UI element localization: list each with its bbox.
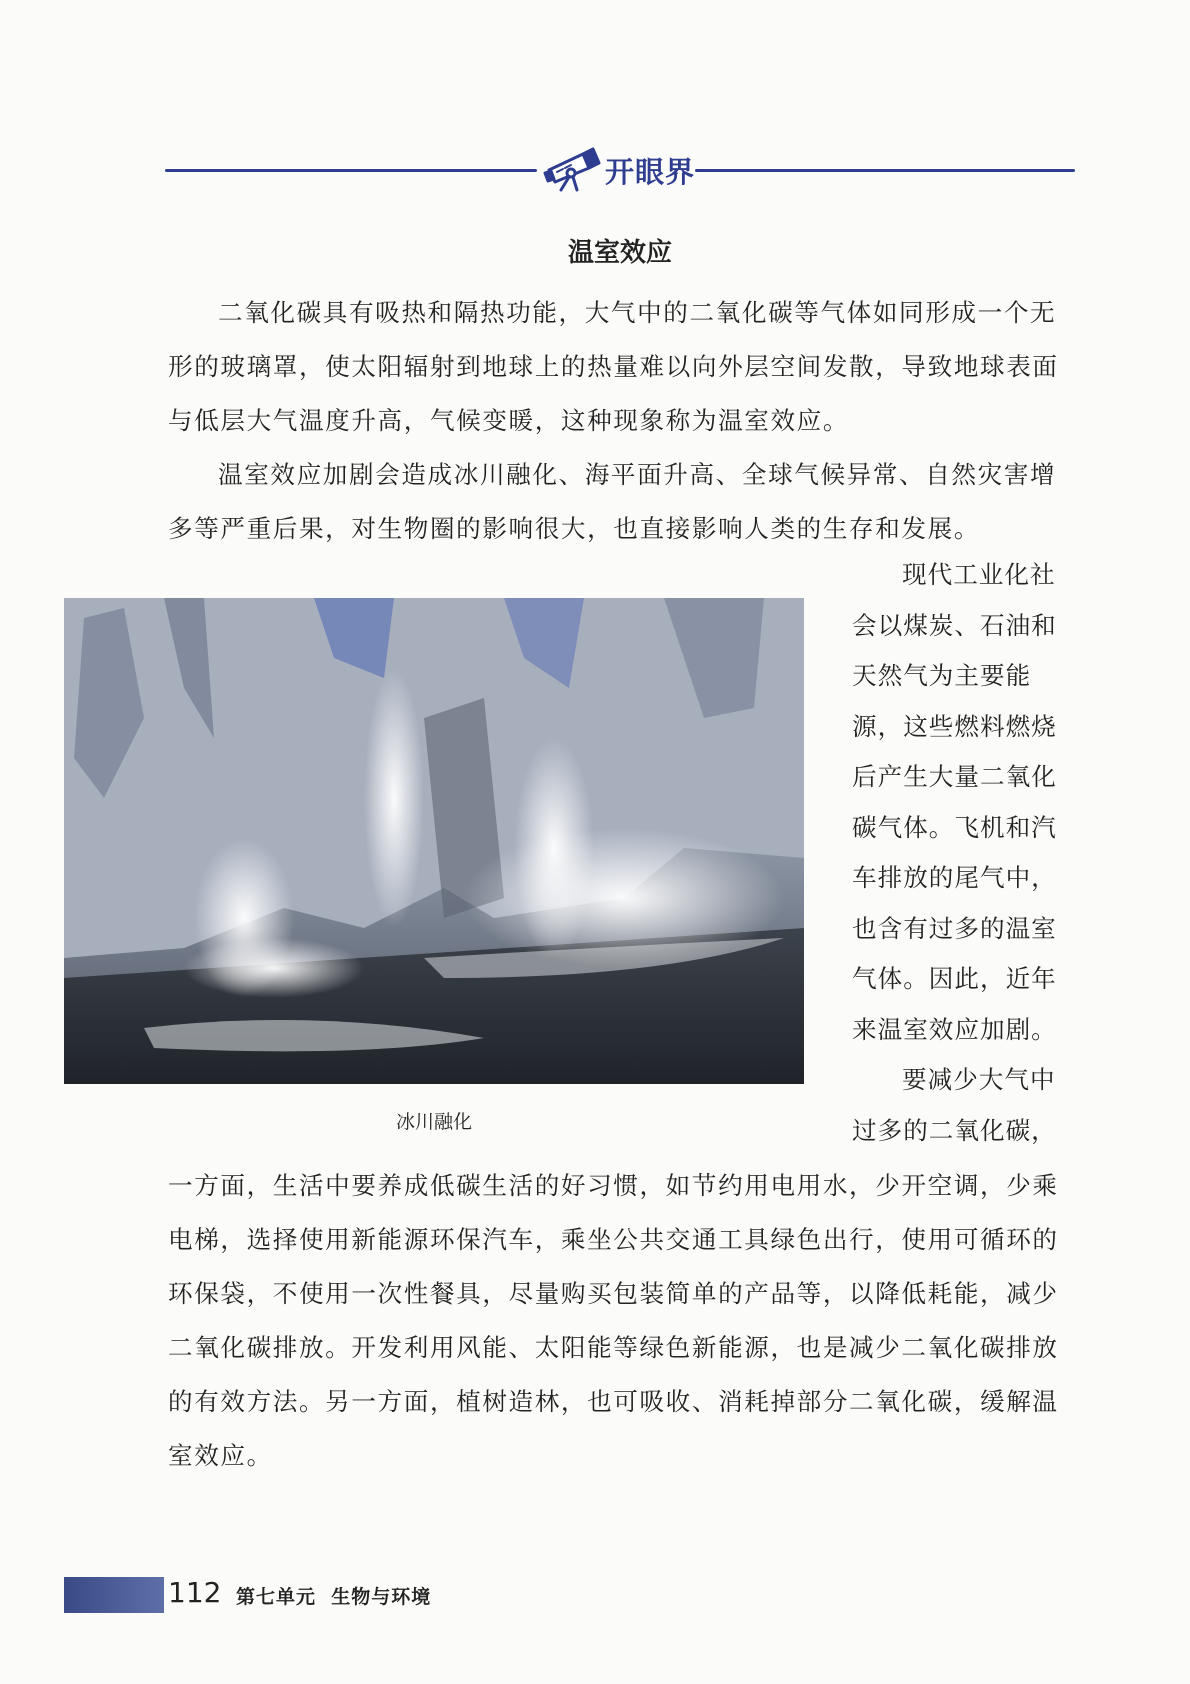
paragraph-line: 二氧化碳具有吸热和隔热功能，大气中的二氧化碳等气体如同形成一个无	[218, 298, 1057, 327]
glacier-illustration	[64, 598, 804, 1084]
side-line: 会以煤炭、石油和	[852, 610, 1057, 640]
paragraph-line: 多等严重后果，对生物圈的影响很大，也直接影响人类的生存和发展。	[168, 514, 981, 543]
article-title: 温室效应	[567, 238, 672, 268]
side-line: 现代工业化社	[902, 560, 1056, 589]
page-number: 112	[168, 1576, 222, 1609]
side-line: 也含有过多的温室	[852, 913, 1057, 943]
paragraph-3	[168, 1159, 1076, 1483]
banner-rule-left	[165, 169, 537, 172]
paragraph-line: 温室效应加剧会造成冰川融化、海平面升高、全球气候异常、自然灾害增	[218, 460, 1057, 489]
glacier-photo	[64, 598, 804, 1084]
paragraph-line: 二氧化碳排放。开发利用风能、太阳能等绿色新能源，也是减少二氧化碳排放	[168, 1333, 1059, 1362]
paragraph-line: 环保袋，不使用一次性餐具，尽量购买包装简单的产品等，以降低耗能，减少	[168, 1279, 1059, 1308]
paragraph-1	[168, 286, 1076, 448]
side-line: 气体。因此，近年	[852, 964, 1057, 993]
paragraph-line: 电梯，选择使用新能源环保汽车，乘坐公共交通工具绿色出行，使用可循环的	[168, 1225, 1059, 1254]
side-line: 后产生大量二氧化	[852, 762, 1057, 791]
paragraph-line: 与低层大气温度升高，气候变暖，这种现象称为温室效应。	[168, 406, 850, 435]
paragraph-line: 的有效方法。另一方面，植树造林，也可吸收、消耗掉部分二氧化碳，缓解温	[168, 1387, 1059, 1416]
side-column-text	[852, 550, 1082, 1156]
figure-caption: 冰川融化	[395, 1111, 472, 1133]
paragraph-line: 一方面，生活中要养成低碳生活的好习惯，如节约用电用水，少开空调，少乘	[168, 1171, 1059, 1200]
page-footer	[64, 1570, 564, 1620]
paragraph-line: 形的玻璃罩，使太阳辐射到地球上的热量难以向外层空间发散，导致地球表面	[168, 352, 1059, 381]
banner-rule-right	[695, 169, 1075, 172]
banner-label: 开眼界	[605, 155, 696, 189]
side-line: 来温室效应加剧。	[852, 1014, 1057, 1044]
banner-badge	[543, 140, 703, 200]
telescope-icon	[543, 146, 601, 192]
side-line: 碳气体。飞机和汽	[852, 812, 1057, 842]
side-line: 天然气为主要能	[852, 661, 1032, 690]
side-line: 源，这些燃料燃烧	[852, 711, 1057, 741]
paragraph-line: 室效应。	[168, 1441, 273, 1470]
side-line: 要减少大气中	[902, 1065, 1056, 1094]
footer-bar	[64, 1577, 164, 1613]
unit-title: 第七单元 生物与环境	[236, 1586, 432, 1608]
paragraph-2	[168, 448, 1076, 556]
section-banner	[165, 140, 1075, 200]
side-line: 过多的二氧化碳，	[852, 1115, 1057, 1145]
side-line: 车排放的尾气中，	[852, 863, 1057, 892]
